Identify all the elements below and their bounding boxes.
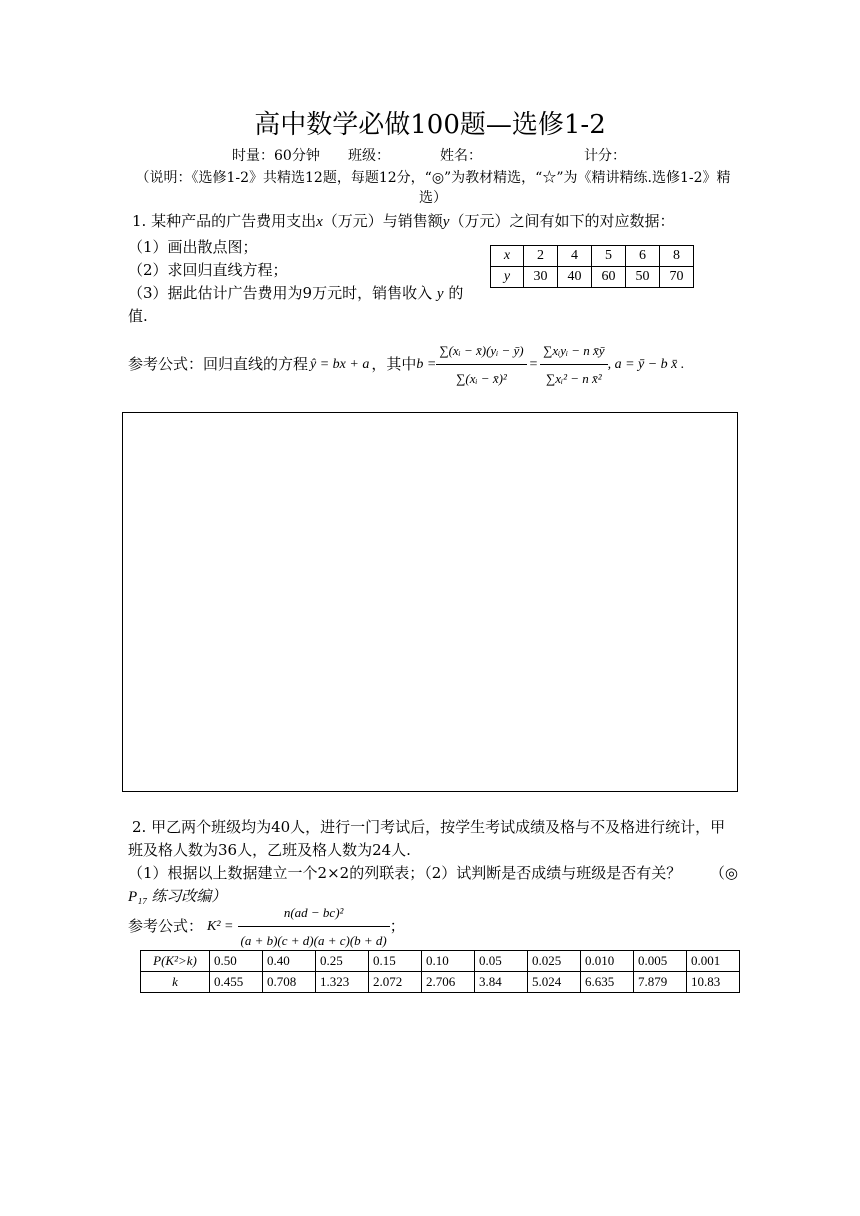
- p-header: P(K²>k): [141, 951, 210, 972]
- y-cell: 30: [524, 267, 558, 288]
- table-row: [491, 267, 694, 288]
- q1-formula: 参考公式：回归直线的方程 ŷ = bx + a ，其中 b = $\frac{\text{∑(xᵢ − x̄)(yᵢ − ȳ)}}{\text{∑(xᵢ − x̄)²}}$ = $\frac{\text{∑xᵢyᵢ − n x̄ȳ}}{\text{∑xᵢ² − n x̄²}}$ , a = ȳ − b x̄ .: [128, 334, 748, 394]
- x-cell: 8: [660, 246, 694, 267]
- table-row: [491, 246, 694, 267]
- y-cell: 50: [626, 267, 660, 288]
- k-cell: 5.024: [528, 972, 581, 993]
- x-label: x: [491, 246, 524, 267]
- p-cell: 0.005: [634, 951, 687, 972]
- p-cell: 0.15: [369, 951, 422, 972]
- table-row: [141, 972, 740, 993]
- chi-square-table: [140, 950, 740, 993]
- k-cell: 3.84: [475, 972, 528, 993]
- y-cell: 70: [660, 267, 694, 288]
- p-cell: 0.001: [687, 951, 740, 972]
- p-cell: 0.10: [422, 951, 475, 972]
- k2-fraction: $\frac{\text{n(ad − bc)²}}{(a + b)(c + d)(a + c)(b + d)}$: [238, 901, 390, 952]
- name-label: 姓名：: [440, 148, 482, 164]
- k-cell: 6.635: [581, 972, 634, 993]
- y-cell: 60: [592, 267, 626, 288]
- q1-part3-tail: 值.: [128, 307, 148, 325]
- b-fraction-1: $\frac{\text{∑(xᵢ − x̄)(yᵢ − ȳ)}}{\text{∑(xᵢ − x̄)²}}$: [436, 339, 526, 390]
- q2-formula: 参考公式： K² = $\frac{\text{n(ad − bc)²}}{(a + b)(c + d)(a + c)(b + d)}$ ；: [128, 906, 405, 946]
- p-cell: 0.025: [528, 951, 581, 972]
- regression-equation: ŷ = bx + a: [310, 356, 370, 372]
- q2-line3: （1）根据以上数据建立一个2×2的列联表；（2）试判断是否成绩与班级是否有关？ （◎: [128, 864, 738, 882]
- p-cell: 0.010: [581, 951, 634, 972]
- k-cell: 2.706: [422, 972, 475, 993]
- x-cell: 4: [558, 246, 592, 267]
- p-cell: 0.25: [316, 951, 369, 972]
- q1-answer-box[interactable]: [122, 412, 738, 792]
- time-label: 时量：60分钟: [232, 148, 320, 164]
- p-cell: 0.05: [475, 951, 528, 972]
- k-cell: 2.072: [369, 972, 422, 993]
- k-cell: 0.708: [263, 972, 316, 993]
- q2-line1: 2. 甲乙两个班级均为40人，进行一门考试后，按学生考试成绩及格与不及格进行统计，甲: [132, 818, 726, 836]
- x-cell: 6: [626, 246, 660, 267]
- x-cell: 2: [524, 246, 558, 267]
- class-label: 班级：: [348, 148, 390, 164]
- k-header: k: [141, 972, 210, 993]
- k-cell: 7.879: [634, 972, 687, 993]
- b-fraction-2: $\frac{\text{∑xᵢyᵢ − n x̄ȳ}}{\text{∑xᵢ² − n x̄²}}$: [540, 339, 607, 390]
- q2-line4: P₁₇ 练习改编）: [128, 889, 227, 905]
- k-cell: 10.83: [687, 972, 740, 993]
- score-label: 计分：: [584, 148, 626, 164]
- p-cell: 0.50: [210, 951, 263, 972]
- k-cell: 1.323: [316, 972, 369, 993]
- q1-part1: （1）画出散点图；: [128, 238, 258, 256]
- q2-line2: 班及格人数为36人，乙班及格人数为24人.: [128, 841, 411, 859]
- q1-part2: （2）求回归直线方程；: [128, 261, 288, 279]
- q1-data-table: [490, 245, 694, 288]
- page-title: 高中数学必做100题—选修1-2: [254, 110, 606, 140]
- instructions-note: （说明：《选修1-2》共精选12题，每题12分，“◎”为教材精选，“☆”为《精讲精练.选修1-2》精选）: [135, 170, 731, 206]
- q1-part3: （3）据此估计广告费用为9万元时，销售收入 y 的: [128, 284, 464, 302]
- y-label: y: [491, 267, 524, 288]
- y-cell: 40: [558, 267, 592, 288]
- k-cell: 0.455: [210, 972, 263, 993]
- table-row: [141, 951, 740, 972]
- p-cell: 0.40: [263, 951, 316, 972]
- q1-stem: 1. 某种产品的广告费用支出x（万元）与销售额y（万元）之间有如下的对应数据：: [132, 212, 675, 230]
- x-cell: 5: [592, 246, 626, 267]
